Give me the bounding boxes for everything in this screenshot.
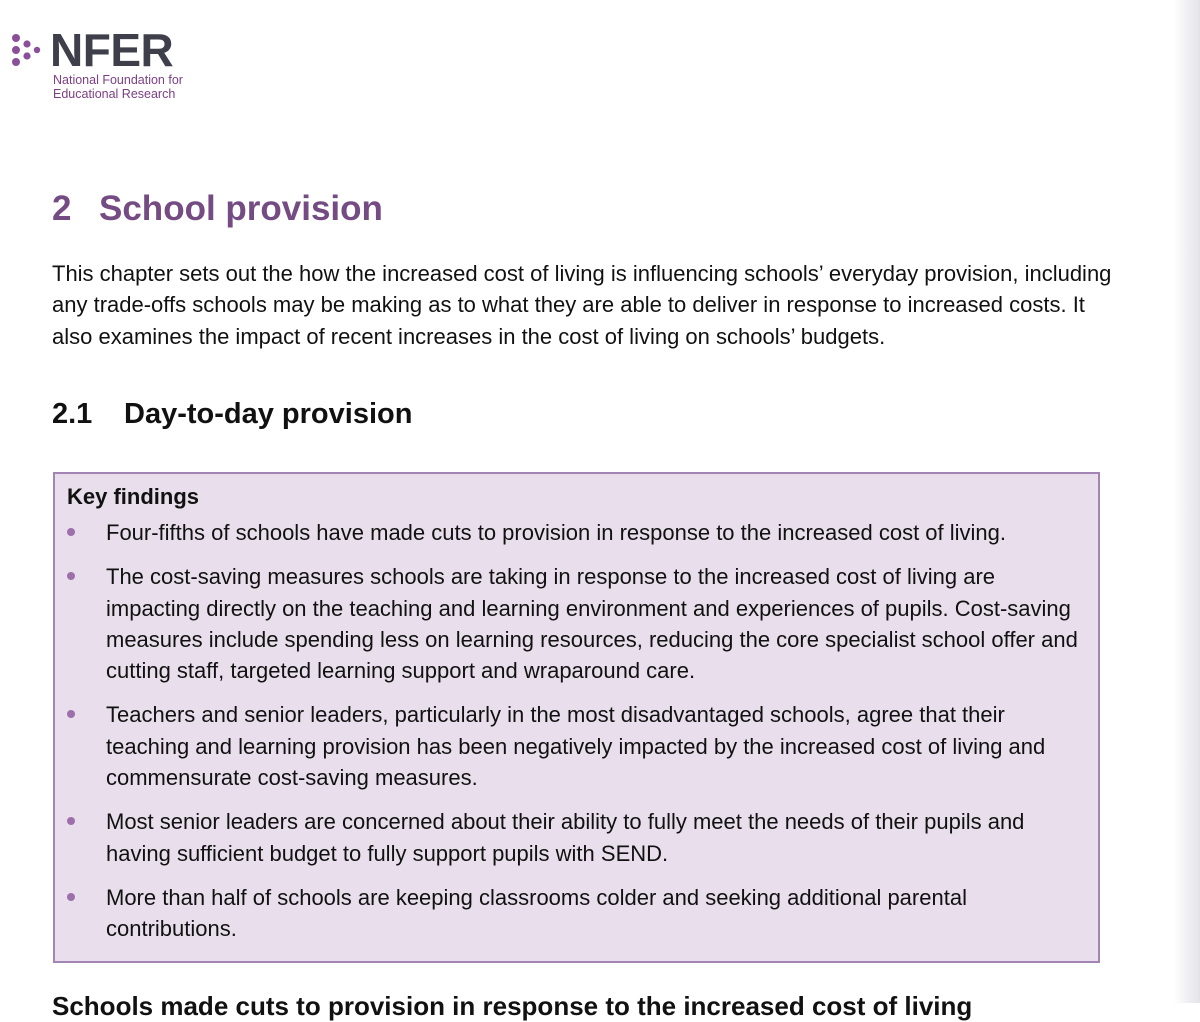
chapter-title: School provision — [99, 189, 383, 228]
key-findings-title: Key findings — [67, 484, 200, 509]
key-finding-item — [67, 806, 1086, 869]
next-subheading-cut-off: Schools made cuts to provision in response to the increased cost of living — [52, 991, 973, 1021]
logo-subtitle-line-1: National Foundation for — [53, 73, 183, 87]
logo-subtitle — [53, 73, 183, 101]
page-edge-shadow — [1174, 0, 1200, 1003]
chapter-number: 2 — [52, 189, 72, 228]
logo-subtitle-line-2: Educational Research — [53, 87, 176, 101]
key-finding-item — [67, 561, 1086, 686]
logo-wordmark: NFER — [50, 24, 174, 76]
bullet-icon — [67, 817, 75, 825]
bullet-icon — [67, 528, 75, 536]
nfer-logo — [8, 26, 208, 106]
key-finding-text: Most senior leaders are concerned about their ability to fully meet the needs of their pupils and having sufficient budget to fully support pupils with SEND. — [106, 809, 1025, 866]
key-findings-box — [53, 472, 1100, 963]
key-finding-item — [67, 882, 1086, 945]
bullet-icon — [67, 572, 75, 580]
key-finding-text: Four-fifths of schools have made cuts to provision in response to the increased cost of living. — [106, 520, 1007, 545]
key-finding-item — [67, 699, 1086, 793]
chapter-heading — [52, 188, 383, 230]
chapter-intro-paragraph: This chapter sets out the how the increased cost of living is influencing schools’ everyday provision, including any trade-offs schools may be making as to what they are able to deliver in response to increased costs. It also examines the impact of recent increases in the cost of living on schools’ budgets. — [52, 261, 1112, 349]
key-finding-text: The cost-saving measures schools are taking in response to the increased cost of living are impacting directly on the teaching and learning environment and experiences of pupils. Cost-saving measures include spending less on learning resources, reducing the core specialist school offer and cutting staff, targeted learning support and wraparound care. — [106, 564, 1078, 684]
section-title: Day-to-day provision — [124, 398, 413, 430]
key-finding-text: More than half of schools are keeping classrooms colder and seeking additional parental contributions. — [106, 884, 967, 942]
key-finding-text: Teachers and senior leaders, particularly in the most disadvantaged schools, agree that their teaching and learning provision has been negatively impacted by the increased cost of living and commensurate cost-saving measures. — [106, 702, 1046, 791]
section-heading — [52, 396, 412, 432]
key-findings-list — [67, 517, 1086, 945]
logo-dots-icon — [8, 28, 48, 72]
section-number: 2.1 — [52, 398, 93, 430]
bullet-icon — [67, 893, 75, 901]
key-finding-item — [67, 517, 1086, 548]
bullet-icon — [67, 710, 75, 718]
